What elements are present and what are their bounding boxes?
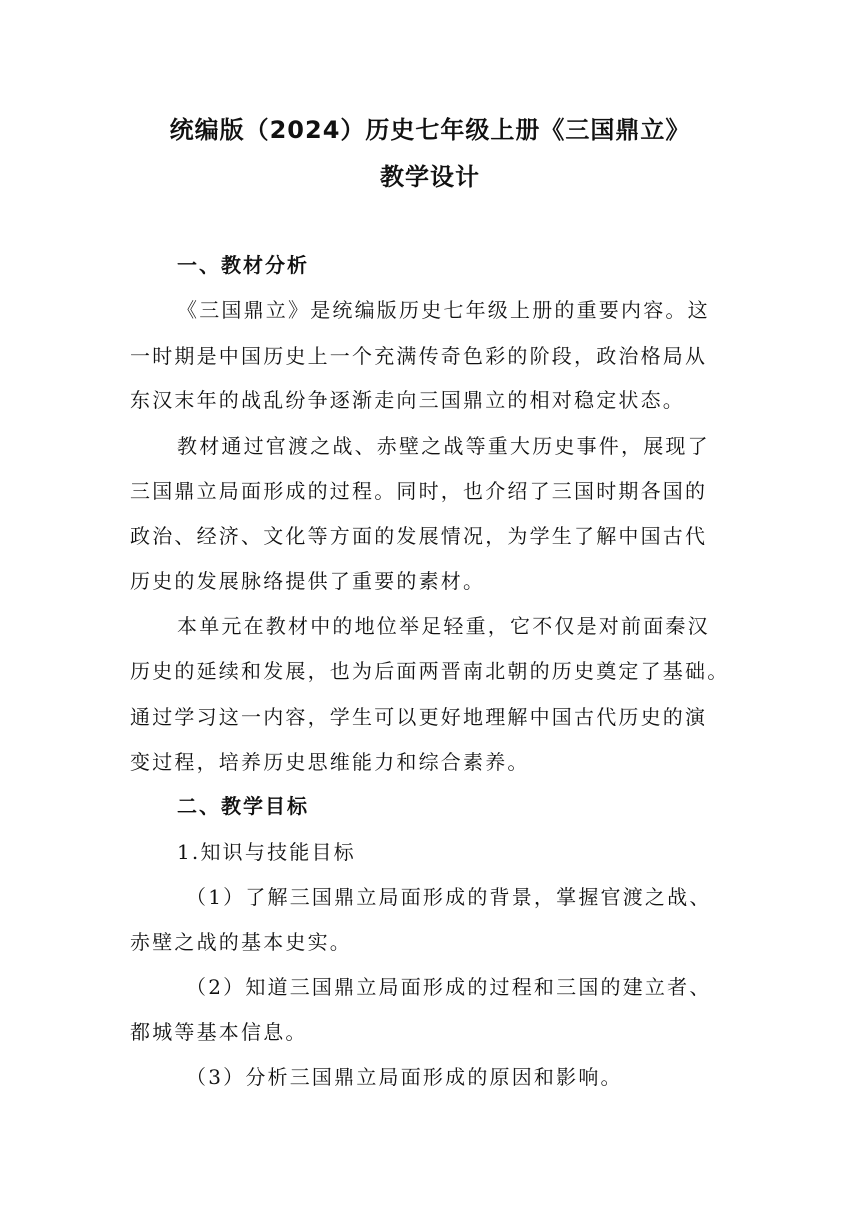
objective-line: （2）知道三国鼎立局面形成的过程和三国的建立者、 (186, 975, 712, 999)
document-title: 统编版（2024）历史七年级上册《三国鼎立》 (169, 116, 691, 144)
objective-line: 赤壁之战的基本史实。 (130, 930, 352, 954)
paragraph-line: 教材通过官渡之战、赤壁之战等重大历史事件，展现了 (177, 434, 710, 458)
paragraph-line: 变过程，培养历史思维能力和综合素养。 (130, 750, 530, 774)
paragraph-line: 东汉末年的战乱纷争逐渐走向三国鼎立的相对稳定状态。 (130, 388, 685, 412)
paragraph-line: 《三国鼎立》是统编版历史七年级上册的重要内容。这 (177, 298, 710, 322)
paragraph-line: 通过学习这一内容，学生可以更好地理解中国古代历史的演 (130, 705, 708, 729)
paragraph-line: 政治、经济、文化等方面的发展情况，为学生了解中国古代 (130, 524, 708, 548)
subsection-heading: 1.知识与技能目标 (177, 840, 356, 864)
document-subtitle: 教学设计 (380, 163, 480, 191)
objective-line: （1）了解三国鼎立局面形成的背景，掌握官渡之战、 (186, 885, 712, 909)
paragraph-line: 历史的发展脉络提供了重要的素材。 (130, 569, 486, 593)
paragraph-line: 本单元在教材中的地位举足轻重，它不仅是对前面秦汉 (177, 614, 710, 638)
section-heading-teaching-objectives: 二、教学目标 (177, 794, 309, 818)
paragraph-line: 三国鼎立局面形成的过程。同时，也介绍了三国时期各国的 (130, 479, 708, 503)
paragraph-line: 一时期是中国历史上一个充满传奇色彩的阶段，政治格局从 (130, 344, 708, 368)
section-heading-material-analysis: 一、教材分析 (177, 253, 309, 277)
objective-line: （3）分析三国鼎立局面形成的原因和影响。 (186, 1065, 623, 1089)
paragraph-line: 历史的延续和发展，也为后面两晋南北朝的历史奠定了基础。 (130, 659, 730, 683)
objective-line: 都城等基本信息。 (130, 1020, 308, 1044)
